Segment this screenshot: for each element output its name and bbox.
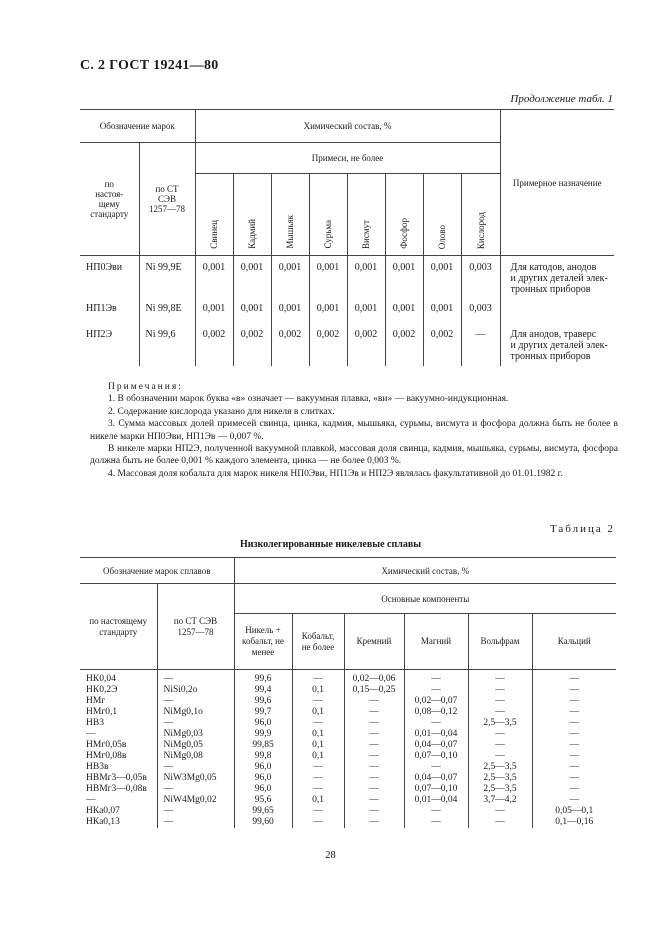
table-row [80, 670, 616, 686]
t1-element-header: Фосфор [399, 218, 409, 249]
cmea-cell: — [157, 696, 234, 707]
t2-component-header: Магний [404, 614, 468, 670]
value-cell: — [569, 718, 579, 728]
t1-element-header: Мышьяк [285, 215, 295, 249]
table-row [80, 256, 614, 300]
value-cell: — [344, 784, 404, 795]
notes-title: Примечания: [108, 382, 183, 392]
table-row [80, 751, 616, 762]
t1-header-chem: Химический состав, % [195, 110, 500, 143]
table-row [80, 740, 616, 751]
value-cell: — [344, 718, 404, 729]
value-cell: — [404, 762, 468, 773]
value-cell: 0,08—0,12 [404, 707, 468, 718]
t1-element-header: Кадмий [247, 219, 257, 249]
t2-col-cmea-line: по СТ СЭВ [173, 615, 218, 626]
grade-cell: НВМг3—0,05в [80, 773, 157, 784]
t2-component-header: Кремний [344, 614, 404, 670]
value-cell: 0,002 [309, 325, 347, 366]
table-row [80, 762, 616, 773]
t2-component-header: Кальций [532, 614, 616, 670]
cmea-cell: — [157, 806, 234, 817]
value-cell: 0,07—0,10 [404, 751, 468, 762]
value-cell: 0,001 [423, 299, 461, 325]
grade-cell: НВ3 [80, 718, 157, 729]
value-cell: — [292, 773, 344, 784]
grade-cell: НМг [80, 696, 157, 707]
t2-col-cmea [157, 584, 234, 670]
cmea-cell: NiMg0,03 [157, 729, 234, 740]
value-cell: 0,002 [347, 325, 385, 366]
value-cell: — [468, 696, 532, 707]
value-cell: — [404, 806, 468, 817]
value-cell: — [569, 762, 579, 772]
table-continuation-label: Продолжение табл. 1 [510, 93, 613, 105]
value-cell: 0,15—0,25 [344, 685, 404, 696]
t2-component-line: менее [251, 647, 275, 657]
t1-element-header: Висмут [361, 220, 371, 249]
value-cell: 0,1 [292, 707, 344, 718]
note-item: В никеле марки НП2Э, полученной вакуумной плавкой, массовая доля свинца, кадмия, мышьяка, сурьмы, висмута, фосфора должна быть не более 0,001 % каждого элемента, цинка — не более 0,003 %. [90, 444, 618, 467]
grade-cell: НМг0,08в [80, 751, 157, 762]
value-cell: — [404, 670, 468, 686]
value-cell: 2,5—3,5 [468, 718, 532, 729]
cmea-cell: Ni 99,8E [139, 299, 195, 325]
value-cell: — [344, 817, 404, 828]
value-cell: 0,002 [271, 325, 309, 366]
value-cell: — [344, 740, 404, 751]
value-cell: 0,1 [292, 685, 344, 696]
t2-component-line: Никель + [245, 625, 281, 635]
notes-section [90, 381, 618, 480]
table-row [80, 707, 616, 718]
table-row [80, 806, 616, 817]
value-cell: 99,7 [234, 707, 292, 718]
value-cell: — [569, 795, 579, 805]
t1-element-header: Кислород [475, 211, 486, 249]
value-cell: — [569, 674, 579, 684]
cmea-cell: Ni 99,9E [139, 256, 195, 300]
value-cell: 99,85 [234, 740, 292, 751]
t2-col-standard [80, 584, 157, 670]
t1-col-cmea-line: по СТ [155, 184, 179, 194]
value-cell: — [569, 707, 579, 717]
value-cell: — [344, 696, 404, 707]
value-cell: 0,01—0,04 [404, 795, 468, 806]
value-cell: — [292, 718, 344, 729]
grade-cell: НК0,04 [80, 670, 157, 686]
value-cell: — [344, 795, 404, 806]
value-cell: — [292, 670, 344, 686]
value-cell: — [468, 707, 532, 718]
t1-col-cmea-line: СЭВ [158, 194, 176, 204]
value-cell: — [569, 685, 579, 695]
t1-element-header: Свинец [209, 220, 219, 249]
note-item: 3. Сумма массовых долей примесей свинца, цинка, кадмия, мышьяка, сурьмы, висмута и фосфора должна быть не более в никеле марки НП0Эви, НП1Эв — 0,007 %. [90, 419, 618, 442]
value-cell: 96,0 [234, 762, 292, 773]
value-cell: 0,07—0,10 [404, 784, 468, 795]
page-number: 28 [325, 850, 336, 861]
t1-col-standard-line: настоя- [95, 189, 124, 199]
table-row [80, 299, 614, 325]
value-cell: 0,1 [292, 751, 344, 762]
grade-cell: НК0,2Э [80, 685, 157, 696]
t2-component-line: кобальт, не [242, 636, 284, 646]
value-cell: — [468, 806, 532, 817]
value-cell: 0,001 [309, 299, 347, 325]
value-cell: — [292, 696, 344, 707]
value-cell: — [468, 817, 532, 828]
value-cell: 0,002 [423, 325, 461, 366]
value-cell: 0,02—0,06 [344, 670, 404, 686]
grade-cell: — [80, 795, 157, 806]
cmea-cell: — [157, 670, 234, 686]
value-cell: — [292, 784, 344, 795]
value-cell: — [344, 707, 404, 718]
value-cell: 99,65 [234, 806, 292, 817]
purpose-line: Для катодов, анодов [510, 262, 597, 273]
t1-element-header: Олово [437, 224, 447, 249]
note-item: 1. В обозначении марок буква «в» означает — вакуумная плавка, «ви» — вакуумно-индукционная. [108, 394, 509, 405]
t2-header-marks: Обозначение марок сплавов [80, 558, 234, 584]
value-cell: 99,6 [234, 696, 292, 707]
value-cell: — [569, 773, 579, 783]
grade-cell: — [80, 729, 157, 740]
value-cell: — [292, 806, 344, 817]
cmea-cell: — [157, 718, 234, 729]
value-cell: — [468, 740, 532, 751]
table-2-title: Низколегированные никелевые сплавы [239, 539, 422, 550]
value-cell: — [344, 729, 404, 740]
value-cell: — [344, 762, 404, 773]
value-cell: 0,001 [233, 299, 271, 325]
table-row [80, 795, 616, 806]
grade-cell: НМг0,05в [80, 740, 157, 751]
t1-col-cmea [139, 143, 195, 256]
grade-cell: НВМг3—0,08в [80, 784, 157, 795]
cmea-cell: NiW4Mg0,02 [157, 795, 234, 806]
value-cell: 0,1 [292, 740, 344, 751]
cmea-cell: NiMg0,08 [157, 751, 234, 762]
value-cell: — [468, 751, 532, 762]
purpose-cell [500, 256, 614, 300]
value-cell: — [569, 740, 579, 750]
value-cell: — [404, 685, 468, 696]
t2-header-main: Основные компоненты [234, 584, 616, 614]
value-cell: 0,05—0,1 [555, 806, 594, 816]
value-cell: 95,6 [234, 795, 292, 806]
purpose-line: тронных приборов [510, 351, 591, 362]
value-cell: 2,5—3,5 [468, 784, 532, 795]
value-cell: — [569, 729, 579, 739]
t1-element-header: Сурьма [323, 220, 333, 249]
table-row [80, 325, 614, 366]
t2-col-standard-line: по настоящему [89, 615, 148, 626]
table-row [80, 696, 616, 707]
value-cell: 0,1 [292, 729, 344, 740]
grade-cell: НП2Э [80, 325, 139, 366]
value-cell: 0,001 [385, 256, 423, 300]
value-cell: — [468, 729, 532, 740]
value-cell: 99,4 [234, 685, 292, 696]
value-cell: 0,04—0,07 [404, 773, 468, 784]
value-cell: 0,1 [292, 795, 344, 806]
t1-col-standard-line: стандарту [90, 209, 129, 219]
purpose-line: тронных приборов [510, 284, 591, 295]
t1-col-standard-line: по [104, 179, 114, 189]
value-cell: — [569, 751, 579, 761]
value-cell: — [344, 806, 404, 817]
value-cell: 3,7—4,2 [468, 795, 532, 806]
value-cell: 0,001 [423, 256, 461, 300]
purpose-line: и других деталей элек- [510, 273, 608, 284]
grade-cell: НМг0,1 [80, 707, 157, 718]
value-cell: 0,1—0,16 [555, 817, 594, 827]
t1-col-cmea-line: 1257—78 [149, 204, 185, 214]
grade-cell: НКа0,07 [80, 806, 157, 817]
value-cell: 99,9 [234, 729, 292, 740]
table-row [80, 729, 616, 740]
value-cell: 0,001 [271, 299, 309, 325]
value-cell: 0,001 [347, 299, 385, 325]
value-cell: 99,60 [234, 817, 292, 828]
value-cell: 0,04—0,07 [404, 740, 468, 751]
table-2 [80, 557, 616, 828]
value-cell: 0,002 [233, 325, 271, 366]
value-cell: — [569, 696, 579, 706]
value-cell: 96,0 [234, 718, 292, 729]
t1-header-impurities: Примеси, не более [195, 143, 500, 174]
value-cell: — [292, 762, 344, 773]
value-cell: 99,8 [234, 751, 292, 762]
value-cell: 0,001 [233, 256, 271, 300]
table-row [80, 817, 616, 828]
cmea-cell: — [157, 817, 234, 828]
value-cell: — [292, 817, 344, 828]
value-cell: 96,0 [234, 784, 292, 795]
t2-component-header [234, 614, 292, 670]
cmea-cell: NiMg0,05 [157, 740, 234, 751]
value-cell: — [404, 718, 468, 729]
value-cell: — [468, 685, 532, 696]
t2-component-line: Кобальт, [301, 630, 335, 641]
table-row [80, 685, 616, 696]
value-cell: 0,002 [195, 325, 233, 366]
value-cell: 2,5—3,5 [468, 762, 532, 773]
table-row [80, 773, 616, 784]
grade-cell: НП0Эви [80, 256, 139, 300]
value-cell: 0,001 [195, 256, 233, 300]
value-cell: 0,002 [385, 325, 423, 366]
value-cell: 96,0 [234, 773, 292, 784]
t2-component-line: не более [301, 641, 335, 652]
cmea-cell: — [157, 762, 234, 773]
value-cell: 0,01—0,04 [404, 729, 468, 740]
cmea-cell: NiSi0,2о [157, 685, 234, 696]
grade-cell: НВ3в [80, 762, 157, 773]
t2-component-header: Вольфрам [468, 614, 532, 670]
value-cell: 0,001 [195, 299, 233, 325]
value-cell: 0,003 [461, 299, 500, 325]
value-cell: 99,6 [234, 670, 292, 686]
t1-header-purpose: Примерное назначение [500, 110, 614, 256]
value-cell: — [569, 784, 579, 794]
value-cell: 0,001 [309, 256, 347, 300]
value-cell: 2,5—3,5 [468, 773, 532, 784]
cmea-cell: NiW3Mg0,05 [157, 773, 234, 784]
table-2-label: Таблица 2 [549, 523, 615, 535]
cmea-cell: — [157, 784, 234, 795]
value-cell: — [468, 670, 532, 686]
t2-col-cmea-line: 1257—78 [177, 626, 214, 637]
value-cell: 0,003 [461, 256, 500, 300]
grade-cell: НКа0,13 [80, 817, 157, 828]
t2-header-chem: Химический состав, % [234, 558, 616, 584]
value-cell: 0,001 [385, 299, 423, 325]
t2-col-standard-line: стандарту [99, 626, 138, 637]
t2-component-header [292, 614, 344, 670]
value-cell: — [344, 773, 404, 784]
t1-header-marks: Обозначение марок [80, 110, 195, 143]
purpose-cell [500, 299, 614, 325]
t1-col-standard-line: щему [98, 199, 120, 209]
note-item: 4. Массовая доля кобальта для марок никеля НП0Эви, НП1Эв и НП2Э являлась факультативной до 01.01.1982 г. [108, 468, 563, 479]
grade-cell: НП1Эв [80, 299, 139, 325]
note-item: 2. Содержание кислорода указано для никеля в слитках. [108, 406, 335, 417]
t1-col-standard [80, 143, 139, 256]
table-row [80, 718, 616, 729]
cmea-cell: Ni 99,6 [139, 325, 195, 366]
value-cell: — [461, 325, 500, 366]
table-row [80, 784, 616, 795]
purpose-cell [500, 325, 614, 366]
value-cell: 0,001 [271, 256, 309, 300]
cmea-cell: NiMg0,1о [157, 707, 234, 718]
value-cell: — [344, 751, 404, 762]
value-cell: 0,001 [347, 256, 385, 300]
purpose-line: и других деталей элек- [510, 340, 608, 351]
value-cell: — [404, 817, 468, 828]
table-1 [80, 109, 614, 366]
page-header: С. 2 ГОСТ 19241—80 [80, 58, 219, 73]
value-cell: 0,02—0,07 [404, 696, 468, 707]
purpose-line: Для анодов, траверс [510, 329, 597, 340]
